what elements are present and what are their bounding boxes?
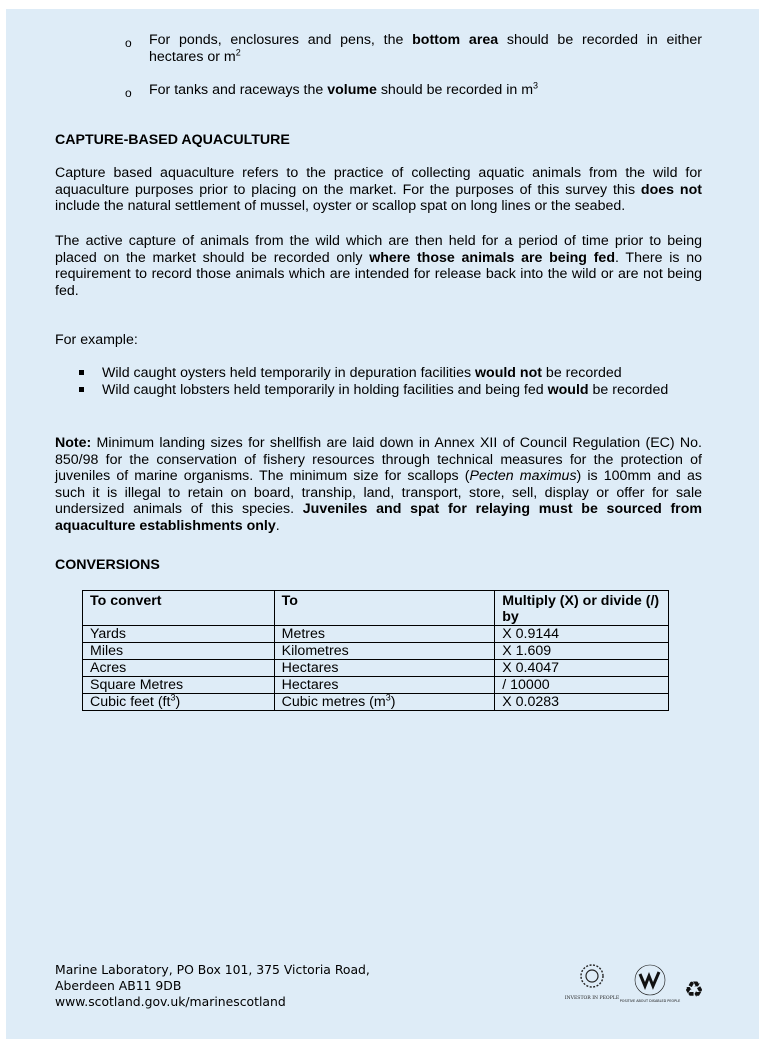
table-header-row [83,591,669,626]
cell-to [274,643,495,660]
capture-paragraph-1 [55,165,702,215]
table-row [83,694,669,711]
table-row [83,643,669,660]
text: Metres [281,626,326,642]
text: Wild caught oysters held temporarily in depuration facilities [102,365,475,381]
cell-from [83,626,275,643]
text: . There is no requirement to record those animals which are intended for release back into the wild or are not being fed. [55,249,702,299]
footer-link[interactable]: www.scotland.gov.uk/marinescotland [55,994,286,1009]
bold-text: would [547,382,589,398]
text: be recorded [541,365,622,381]
recycle-icon [684,978,704,1003]
text: Miles [90,643,124,659]
text: Hectares [281,660,339,676]
cell-to [274,694,495,711]
species-name: Pecten maximus [469,468,577,484]
text: ) [390,694,396,710]
section-heading-conversions: CONVERSIONS [55,557,160,573]
square-bullet [79,370,84,375]
cell-factor: X 0.0283 [495,694,669,711]
text: ) [175,694,181,710]
text: Hectares [281,677,339,693]
cell-from [83,677,275,694]
capture-paragraph-2 [55,233,702,299]
example-item-oysters [102,365,702,382]
cell-to [274,626,495,643]
text: should be recorded in m [376,82,534,98]
section-heading-capture: CAPTURE-BASED AQUACULTURE [55,132,290,148]
table-row [83,677,669,694]
square-bullet [79,387,84,392]
text: . [275,517,280,534]
text: The active capture of animals from the wild which are then held for a period of time prior to being placed on the market should be recorded only [55,233,702,266]
column-header: Multiply (X) or divide (/) by [495,591,669,626]
cell-from [83,694,275,711]
cell-from [83,660,275,677]
bold-text: where those animals are being fed [369,249,615,266]
svg-text:♻: ♻ [684,978,704,1003]
cell-factor: X 1.609 [495,643,669,660]
iip-logo-text: INVESTOR IN PEOPLE [564,996,620,1001]
example-label: For example: [55,332,138,348]
table-row [83,660,669,677]
units-item-area [149,32,702,65]
conversions-table [82,590,669,711]
text: Kilometres [281,643,349,659]
column-header: To convert [83,591,275,626]
text: Cubic metres (m [281,694,386,710]
text: Wild caught lobsters held temporarily in holding facilities and being fed [102,382,548,398]
cell-factor: X 0.4047 [495,660,669,677]
text: Yards [90,626,127,642]
text: ) is 100mm and as such it is illegal to retain on board, tranship, land, transport, store, sell, display or offer for sale undersized animals of this species. [55,468,703,517]
superscript: 2 [235,46,241,57]
text: Minimum landing sizes for shellfish are laid down in Annex XII of Council Regulation (EC) No. 850/98 for the conservation of fishery resources through technical measures for the protection of juveniles of marine organisms. The minimum size for scallops ( [55,435,702,484]
footer-line: Aberdeen AB11 9DB [55,978,182,993]
disability-logo-text: POSITIVE ABOUT DISABLED PEOPLE [619,999,681,1003]
footer-line: Marine Laboratory, PO Box 101, 375 Victoria Road, [55,962,370,977]
logos-svg [560,958,710,1008]
example-item-lobsters [102,382,702,399]
text: Square Metres [90,677,184,693]
cell-factor: / 10000 [495,677,669,694]
superscript: 3 [385,692,391,703]
note-label: Note: [55,435,92,451]
text: be recorded [588,382,669,398]
circle-bullet: o [125,86,132,100]
cell-from [83,643,275,660]
cell-factor: X 0.9144 [495,626,669,643]
text: For ponds, enclosures and pens, the [149,32,413,48]
superscript: 3 [170,692,176,703]
text: Capture based aquaculture refers to the practice of collecting aquatic animals from the wild for aquaculture purposes prior to placing on the market. For the purposes of this survey this [55,165,702,198]
text: Acres [90,660,127,676]
cell-to [274,660,495,677]
text: should be recorded in either hectares or m [149,32,702,65]
table-row [83,626,669,643]
bold-text: would not [475,365,542,381]
bold-text: does not [640,181,702,198]
units-item-volume [149,82,702,99]
circle-bullet: o [125,36,132,50]
bold-text: volume [327,82,377,98]
positive-about-disabled-people-logo [620,965,681,1003]
bold-text: bottom area [412,32,499,48]
investor-in-people-logo [565,965,619,1001]
cell-to [274,677,495,694]
text: include the natural settlement of mussel, oyster or scallop spat on long lines or the seabed. [55,198,626,214]
footer-address [55,962,370,1010]
text: For tanks and raceways the [149,82,328,98]
column-header: To [274,591,495,626]
superscript: 3 [533,80,539,91]
note-paragraph [55,435,702,534]
bold-text: Juveniles and spat for relaying must be sourced from aquaculture establishments only [55,501,702,534]
footer-logos [560,958,710,1008]
text: Cubic feet (ft [90,694,171,710]
